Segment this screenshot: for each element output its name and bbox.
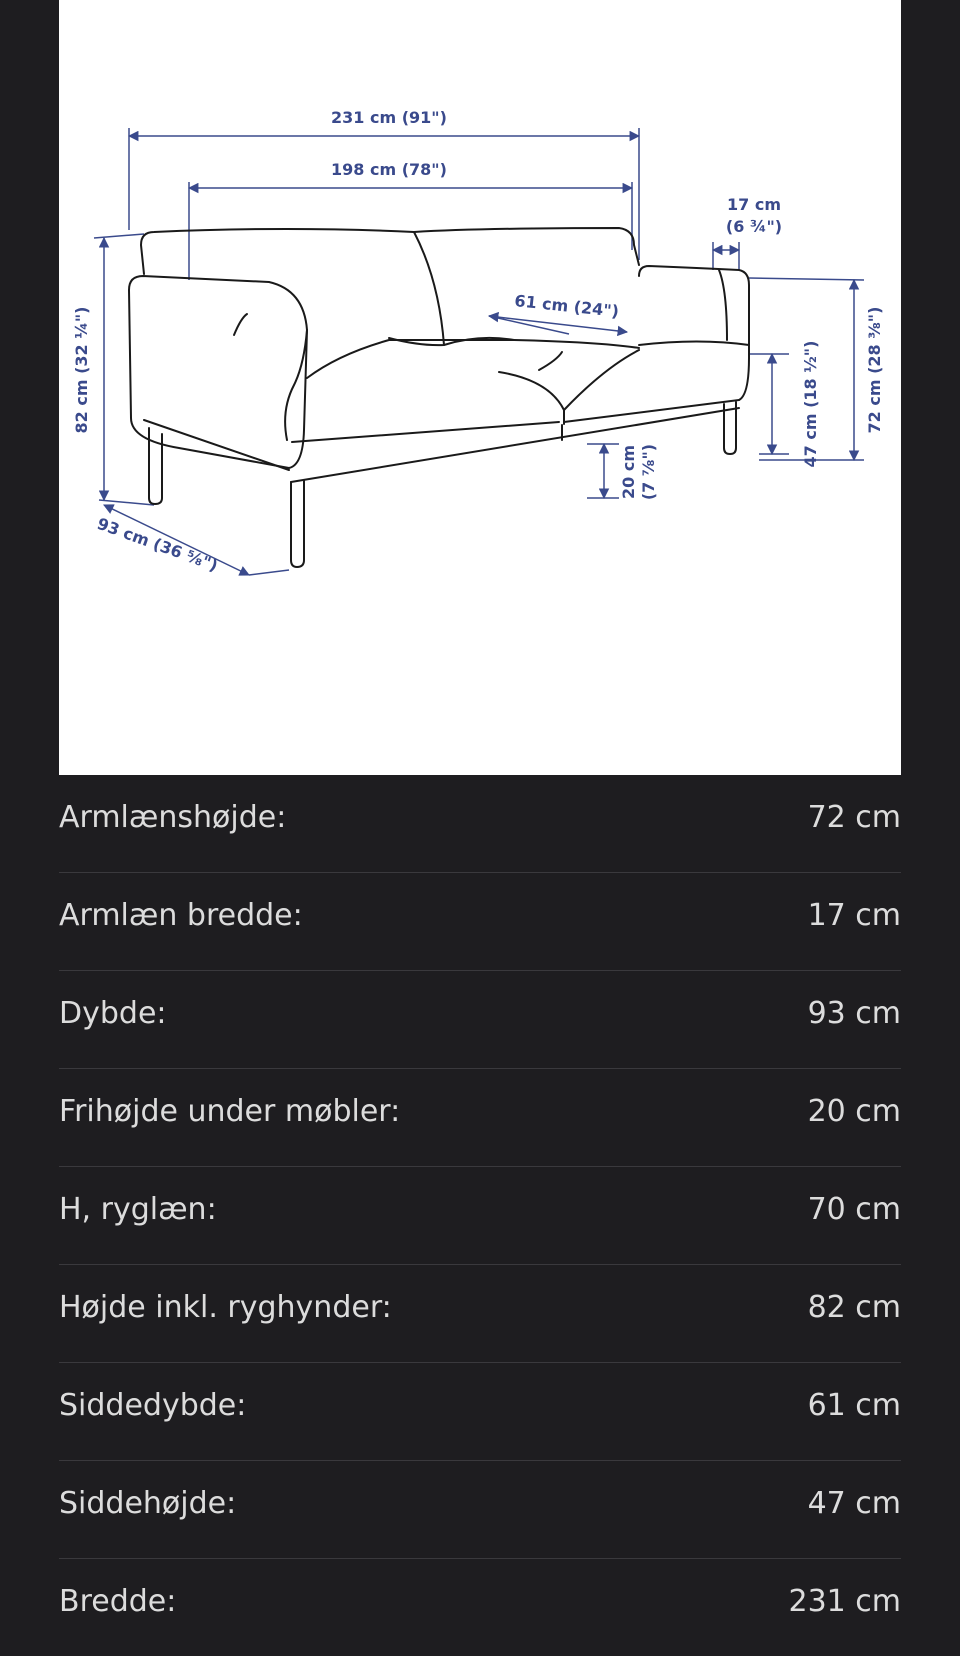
spec-label: Siddehøjde:: [59, 1486, 237, 1521]
width-seat-label: 198 cm (78"): [331, 160, 447, 179]
spec-row: [59, 1265, 901, 1363]
spec-row: [59, 775, 901, 873]
spec-row: [59, 1559, 901, 1656]
spec-value: 231 cm: [788, 1584, 901, 1619]
spec-value: 17 cm: [807, 898, 901, 933]
sofa-outline: [129, 228, 749, 567]
spec-value: 82 cm: [807, 1290, 901, 1325]
spec-label: Bredde:: [59, 1584, 177, 1619]
spec-label: Højde inkl. ryghynder:: [59, 1290, 392, 1325]
dimension-diagram: [59, 0, 901, 775]
clearance-in-label: (7 ⅞"): [639, 443, 658, 501]
spec-value: 47 cm: [807, 1486, 901, 1521]
clearance-cm-label: 20 cm: [619, 445, 638, 499]
spec-label: Frihøjde under møbler:: [59, 1094, 401, 1129]
spec-label: H, ryglæn:: [59, 1192, 217, 1227]
arm-height-label: 72 cm (28 ⅜"): [865, 306, 884, 434]
spec-value: 70 cm: [807, 1192, 901, 1227]
height-total-label: 82 cm (32 ¼"): [72, 306, 91, 434]
spec-list: [59, 775, 901, 1656]
seat-height-label: 47 cm (18 ½"): [801, 340, 820, 468]
spec-row: [59, 1363, 901, 1461]
depth-label: 93 cm (36 ⅝"): [94, 513, 221, 576]
spec-row: [59, 1167, 901, 1265]
seat-depth-label: 61 cm (24"): [513, 291, 620, 321]
sofa-drawing: [59, 0, 901, 775]
spec-row: [59, 1069, 901, 1167]
spec-label: Siddedybde:: [59, 1388, 247, 1423]
spec-value: 93 cm: [807, 996, 901, 1031]
spec-value: 72 cm: [807, 800, 901, 835]
spec-label: Dybde:: [59, 996, 167, 1031]
spec-value: 61 cm: [807, 1388, 901, 1423]
arm-width-cm-label: 17 cm: [727, 195, 781, 214]
width-total-label: 231 cm (91"): [331, 108, 447, 127]
spec-row: [59, 971, 901, 1069]
spec-row: [59, 1461, 901, 1559]
spec-label: Armlæn bredde:: [59, 898, 303, 933]
spec-label: Armlænshøjde:: [59, 800, 287, 835]
spec-value: 20 cm: [807, 1094, 901, 1129]
spec-row: [59, 873, 901, 971]
arm-width-in-label: (6 ¾"): [725, 217, 783, 236]
